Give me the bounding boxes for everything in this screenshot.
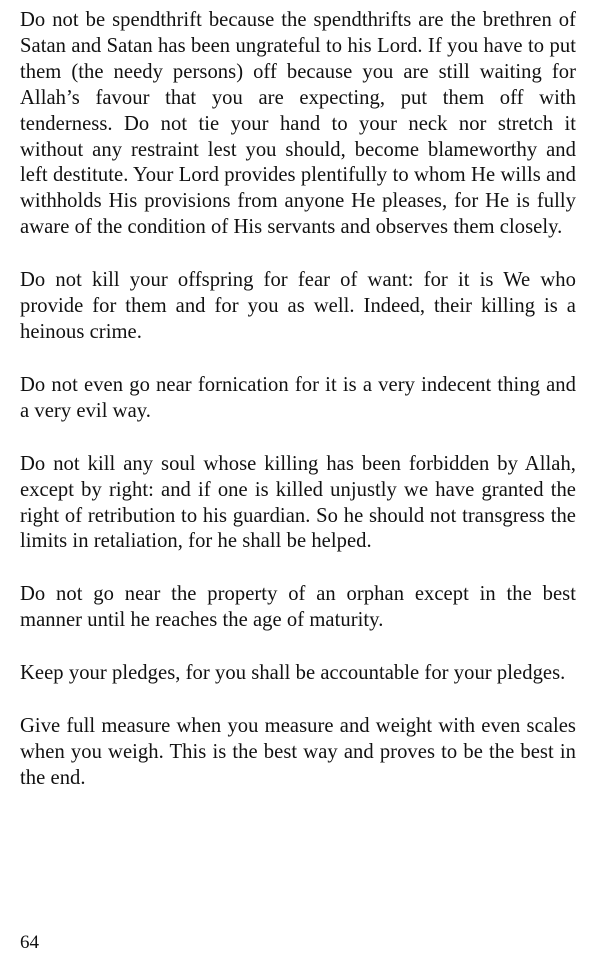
paragraph-full-measure: Give full measure when you measure and weight with even scales when you weigh. This is the best way and proves to be the best in the end. [20,715,576,789]
page-number: 64 [20,932,39,953]
paragraph-pledges: Keep your pledges, for you shall be accountable for your pledges. [20,662,566,685]
paragraph-fornication: Do not even go near fornication for it is a very indecent thing and a very evil way. [20,373,576,422]
paragraph-offspring: Do not kill your offspring for fear of want: for it is We who provide for them and for you as well. Indeed, their killing is a heinous crime. [20,269,576,343]
paragraph-orphan-property: Do not go near the property of an orphan except in the best manner until he reaches the age of maturity. [20,583,576,632]
page-body [20,8,576,819]
paragraph-killing-soul: Do not kill any soul whose killing has been forbidden by Allah, except by right: and if one is killed unjustly we have granted the right of retribution to his guardian. So he should not transgress the limits in retaliation, for he shall be helped. [20,452,576,553]
paragraph-spendthrift: Do not be spendthrift because the spendthrifts are the brethren of Satan and Satan has been ungrateful to his Lord. If you have to put them (the needy persons) off because you are still waiting for Allah’s favour that you are expecting, put them off with tenderness. Do not tie your hand to your neck nor stretch it without any restraint lest you should, become blameworthy and left destitute. Your Lord provides plentifully to whom He wills and withholds His provisions from anyone He pleases, for He is fully aware of the condition of His servants and observes them closely. [20,9,576,239]
